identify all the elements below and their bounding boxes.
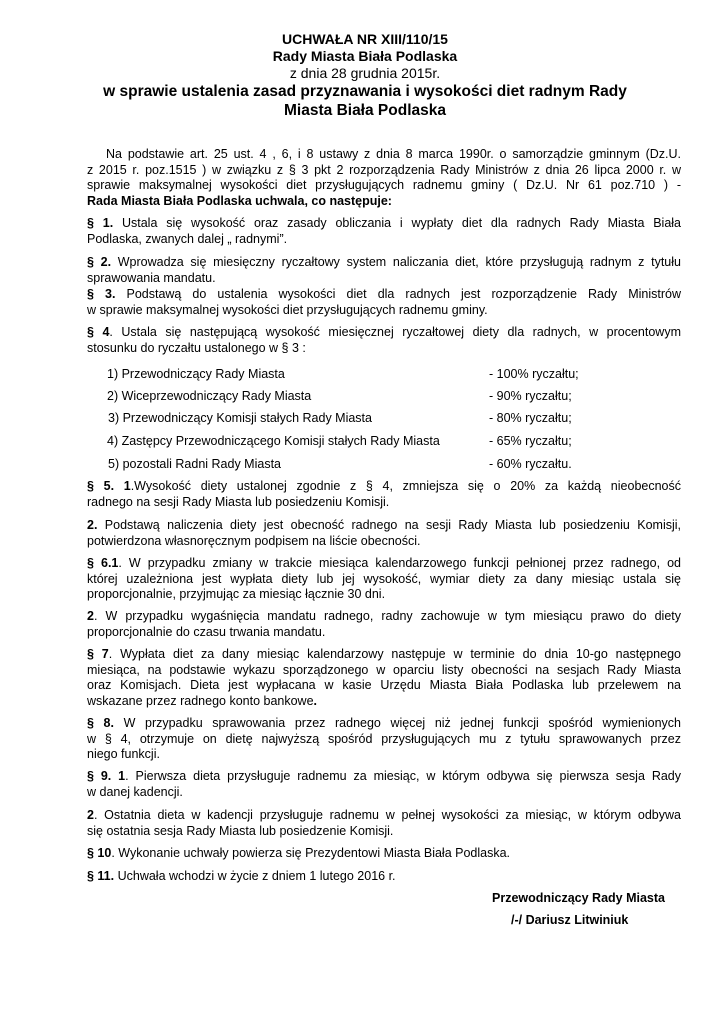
section-text: w § 4, otrzymuje on dietę najwyższą spośród przysługujących mu z tytułu sprawowanych przez [87,731,681,746]
section-mark: § 2. [87,255,112,269]
section-6-2 [87,609,681,640]
rate-value: - 60% ryczałtu. [489,457,572,471]
section-5-2 [87,518,681,549]
section-mark: 2 [87,808,94,822]
section-10 [87,846,681,862]
section-mark: § 9. 1 [87,769,126,783]
section-mark: § 5. 1 [87,479,131,493]
rate-label: 4) Zastępcy Przewodniczącego Komisji stałych Rady Miasta [107,434,440,448]
section-text: . Ostatnia dieta w kadencji przysługuje radnemu w pełnej wysokości za miesiąc, w którym odbywa [93,808,681,822]
section-mark: § 11. [87,869,115,883]
subject-line-1: w sprawie ustalenia zasad przyznawania i wysokości diet radnym Rady [103,83,627,100]
section-text: której uzależniona jest wypłata diety lub jej wysokość, wymiar diety za dany miesiąc ustala się [87,571,681,586]
rate-value: - 100% ryczałtu; [489,367,579,381]
section-text-end: . [313,693,318,708]
rate-value: - 65% ryczałtu; [489,434,572,448]
section-text: Podstawą naliczenia diety jest obecność radnego na sesji Rady Miasta lub posiedzeniu Komisji, [97,518,681,532]
section-text: Uchwała wchodzi w życie z dniem 1 lutego 2016 r. [114,869,396,883]
section-text: się ostatnia sesja Rady Miasta lub posiedzenie Komisji. [87,823,394,838]
preamble [87,147,681,209]
rate-row [0,367,724,383]
section-text: . Wypłata diet za dany miesiąc kalendarzowy następuje w terminie do dnia 10-go następnego [108,647,681,661]
section-text: proporcjonalnie, przyjmując za miesiąc łącznie 30 dni. [87,587,386,602]
section-text: stosunku do ryczałtu ustalonego w § 3 : [87,340,306,355]
rate-label: 5) pozostali Radni Rady Miasta [108,457,281,471]
preamble-line: z 2015 r. poz.1515 ) w związku z § 3 pkt 2 rozporządzenia Rady Ministrów z dnia 26 lipca 2000 r. w [87,162,681,177]
preamble-line: sprawie maksymalnej wysokości diet przysługujących radnemu gminy ( Dz.U. Nr 61 poz.710 ) - [87,178,681,193]
section-text: . Wykonanie uchwały powierza się Prezydentowi Miasta Biała Podlaska. [111,846,511,860]
section-1 [87,216,681,247]
rate-row [0,457,724,473]
section-text: miesiąca, na podstawie wykazu sporządzonego w oparciu listy obecności na sesjach Rady Miasta [87,662,681,677]
section-8 [87,716,681,763]
section-text: Podlaska, zwanych dalej „ radnymi”. [87,231,288,246]
section-text: Wprowadza się miesięczny ryczałtowy system naliczania diet, które przysługują radnym z tytułu [111,255,681,269]
section-11 [87,869,681,885]
section-text: Podstawą do ustalenia wysokości diet dla radnych jest rozporządzenie Rady Ministrów [115,287,681,301]
signature-name: /-/ Dariusz Litwiniuk [511,913,629,927]
section-mark: § 7 [87,647,109,661]
rate-row [0,389,724,405]
signature-role: Przewodniczący Rady Miasta [492,891,665,905]
section-mark: § 6.1 [87,556,119,570]
council-name: Rady Miasta Biała Podlaska [272,48,458,64]
rate-label: 2) Wiceprzewodniczący Rady Miasta [107,389,312,403]
section-3 [87,287,681,318]
section-text: . W przypadku wygaśnięcia mandatu radnego, radny zachowuje w tym miesiącu prawo do diety [93,609,681,623]
section-mark: § 1. [87,216,114,230]
section-text: . Pierwsza dieta przysługuje radnemu za miesiąc, w którym odbywa się pierwsza sesja Rady [125,769,681,783]
section-4 [87,325,681,356]
rate-value: - 80% ryczałtu; [489,411,572,425]
preamble-enacting-clause: Rada Miasta Biała Podlaska uchwala, co następuje: [87,193,392,208]
section-text: niego funkcji. [87,747,160,762]
section-text: W przypadku sprawowania przez radnego więcej niż jednej funkcji spośród wymienionych [113,716,681,730]
section-7 [87,647,681,709]
section-text: proporcjonalnie do czasu trwania mandatu. [87,624,326,639]
section-9-2 [87,808,681,839]
subject-line-2: Miasta Biała Podlaska [284,102,446,119]
rate-row [0,434,724,450]
section-text: radnego na sesji Rady Miasta lub posiedzeniu Komisji. [87,494,390,509]
section-mark: 2. [87,518,98,532]
resolution-date: z dnia 28 grudnia 2015r. [289,65,441,81]
section-mark: 2 [87,609,94,623]
rate-row [0,411,724,427]
section-text: . W przypadku zmiany w trakcie miesiąca kalendarzowego funkcji pełnionej przez radnego, od [118,556,682,570]
rate-value: - 90% ryczałtu; [489,389,572,403]
rate-label: 3) Przewodniczący Komisji stałych Rady Miasta [108,411,372,425]
section-text: sprawowania mandatu. [87,270,216,285]
section-text: potwierdzona własnoręcznym podpisem na liście obecności. [87,533,421,548]
resolution-title: UCHWAŁA NR XIII/110/15 [282,31,448,47]
section-mark: § 8. [87,716,114,730]
section-mark: § 10 [87,846,112,860]
section-text: . Ustala się następującą wysokość miesięcznej ryczałtowej diety dla radnych, w procentowym [109,325,681,339]
section-text: oraz Komisjach. Dieta jest wypłacana w kasie Urzędu Miasta Biała Podlaska lub przelewem na [87,678,681,693]
section-5-1 [87,479,681,510]
section-text: wskazane przez radnego konto bankowe [87,693,314,708]
section-2 [87,255,681,286]
section-6-1 [87,556,681,603]
rate-label: 1) Przewodniczący Rady Miasta [107,367,285,381]
section-text: w danej kadencji. [87,784,183,799]
preamble-line: Na podstawie art. 25 ust. 4 , 6, i 8 ustawy z dnia 8 marca 1990r. o samorządzie gminnym (Dz.U. [106,147,681,161]
section-text: Ustala się wysokość oraz zasady obliczania i wypłaty diet dla radnych Rady Miasta Biała [113,216,682,230]
section-9-1 [87,769,681,800]
section-text: w sprawie maksymalnej wysokości diet przysługujących radnemu gminy. [87,302,488,317]
section-text: .Wysokość diety ustalonej zgodnie z § 4, zmniejsza się o 20% za każdą nieobecność [130,479,681,493]
section-mark: § 3. [87,287,116,301]
section-mark: § 4 [87,325,110,339]
